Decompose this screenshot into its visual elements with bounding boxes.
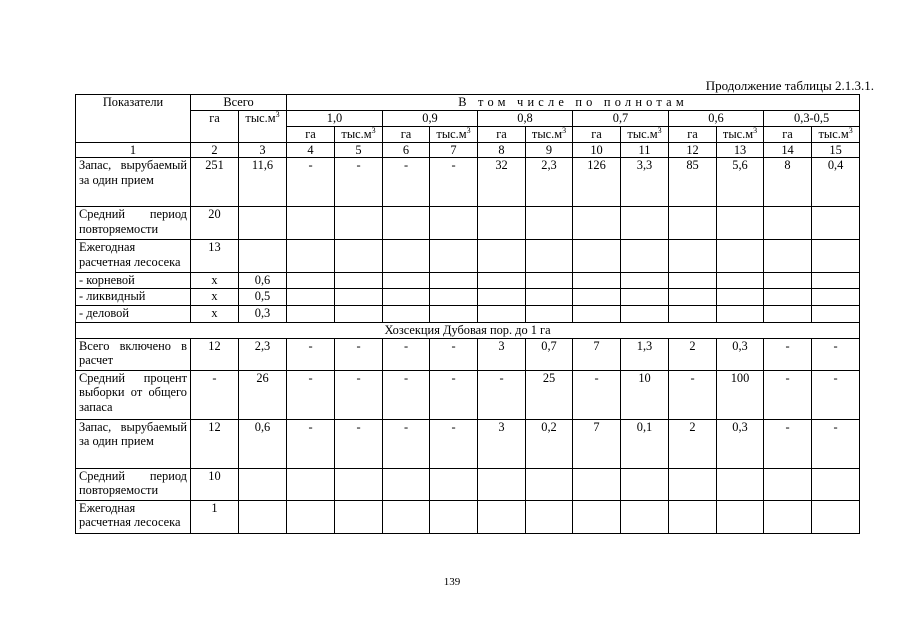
table-cell [287, 240, 335, 273]
header-density-group: 0,7 [573, 110, 669, 126]
table-row [76, 500, 860, 533]
table-cell: - [669, 370, 717, 419]
table-cell [383, 306, 430, 323]
table-caption: Продолжение таблицы 2.1.3.1. [705, 78, 874, 93]
table-cell: 0,1 [621, 419, 669, 468]
table-cell: 3 [478, 419, 526, 468]
table-cell: 2 [669, 419, 717, 468]
table-cell: х [191, 273, 239, 289]
table-cell: 0,3 [717, 419, 764, 468]
row-label: - корневой [76, 273, 191, 289]
table-cell [478, 240, 526, 273]
table-cell [717, 289, 764, 306]
table-cell [478, 468, 526, 500]
table-cell: - [430, 419, 478, 468]
header-unit-ha: га [764, 126, 812, 142]
table-cell [573, 207, 621, 240]
table-row [76, 289, 860, 306]
table-cell [573, 273, 621, 289]
table-cell: 12 [191, 338, 239, 370]
row-label: - деловой [76, 306, 191, 323]
table-row [76, 370, 860, 419]
header-unit-ha: га [287, 126, 335, 142]
table-cell: 2 [669, 338, 717, 370]
table-cell [764, 500, 812, 533]
table-cell [287, 289, 335, 306]
header-total-volume: $тыс.м^3$ [239, 110, 287, 142]
table-cell: 0,5 [239, 289, 287, 306]
table-cell [526, 306, 573, 323]
table-cell: - [383, 158, 430, 207]
table-cell [621, 468, 669, 500]
table-cell [621, 306, 669, 323]
table-cell [526, 468, 573, 500]
table-cell [717, 273, 764, 289]
table-cell [478, 306, 526, 323]
table-row [76, 419, 860, 468]
column-number: 4 [287, 142, 335, 158]
table-cell: - [764, 370, 812, 419]
column-number: 14 [764, 142, 812, 158]
table-cell [812, 468, 860, 500]
density-table [75, 94, 860, 534]
table-cell [383, 207, 430, 240]
column-number: 2 [191, 142, 239, 158]
table-cell: - [335, 419, 383, 468]
table-cell: х [191, 306, 239, 323]
table-cell [335, 240, 383, 273]
column-number: 13 [717, 142, 764, 158]
table-cell: - [335, 370, 383, 419]
header-unit-volume: $тыс.м^3$ [526, 126, 573, 142]
table-cell [717, 207, 764, 240]
table-cell: 10 [191, 468, 239, 500]
column-number: 10 [573, 142, 621, 158]
table-cell [287, 306, 335, 323]
table-cell [573, 240, 621, 273]
table-cell: 1 [191, 500, 239, 533]
table-cell [335, 273, 383, 289]
table-cell [526, 289, 573, 306]
table-cell: - [430, 158, 478, 207]
table-cell: 2,3 [239, 338, 287, 370]
table-row [76, 240, 860, 273]
table-cell [621, 273, 669, 289]
table-cell [239, 240, 287, 273]
row-label: Средний процент выборки от общего запаса [76, 370, 191, 419]
column-number: 8 [478, 142, 526, 158]
row-label: - ликвидный [76, 289, 191, 306]
table-cell [812, 306, 860, 323]
table-cell [239, 468, 287, 500]
column-number: 3 [239, 142, 287, 158]
table-cell [621, 207, 669, 240]
header-density-group: 0,8 [478, 110, 573, 126]
column-number: 6 [383, 142, 430, 158]
table-cell: 3 [478, 338, 526, 370]
table-cell: 26 [239, 370, 287, 419]
table-cell [478, 273, 526, 289]
table-cell [335, 207, 383, 240]
table-cell: - [335, 158, 383, 207]
table-cell [669, 306, 717, 323]
table-cell [287, 207, 335, 240]
table-cell [526, 273, 573, 289]
table-cell [335, 468, 383, 500]
table-cell: 7 [573, 419, 621, 468]
table-cell: - [287, 158, 335, 207]
table-cell: 126 [573, 158, 621, 207]
table-cell [430, 273, 478, 289]
table-cell: - [812, 370, 860, 419]
table-cell: - [287, 419, 335, 468]
header-unit-volume: $тыс.м^3$ [621, 126, 669, 142]
table-row [76, 306, 860, 323]
table-row [76, 468, 860, 500]
table-cell [812, 240, 860, 273]
row-label: Ежегодная расчетная лесосека [76, 500, 191, 533]
column-number: 7 [430, 142, 478, 158]
table-cell [764, 468, 812, 500]
header-unit-ha: га [573, 126, 621, 142]
table-cell [239, 207, 287, 240]
table-cell: 100 [717, 370, 764, 419]
table-cell [573, 500, 621, 533]
header-indicators: Показатели [76, 95, 191, 143]
table-row [76, 207, 860, 240]
table-cell: 3,3 [621, 158, 669, 207]
table-cell: 1,3 [621, 338, 669, 370]
table-row [76, 338, 860, 370]
table-cell: 5,6 [717, 158, 764, 207]
table-cell [621, 289, 669, 306]
page-number: 139 [443, 576, 461, 588]
table-cell: 0,3 [239, 306, 287, 323]
table-cell: - [430, 338, 478, 370]
table-cell: 11,6 [239, 158, 287, 207]
table-cell [573, 468, 621, 500]
table-cell: 25 [526, 370, 573, 419]
table-cell [430, 500, 478, 533]
table-cell [621, 240, 669, 273]
header-density-group: 0,9 [383, 110, 478, 126]
header-unit-ha: га [478, 126, 526, 142]
table-cell: 0,6 [239, 419, 287, 468]
table-cell [478, 500, 526, 533]
table-cell [430, 207, 478, 240]
row-label: Ежегодная расчетная лесосека [76, 240, 191, 273]
table-cell [526, 500, 573, 533]
row-label: Средний период повторяемости [76, 207, 191, 240]
table-cell: 2,3 [526, 158, 573, 207]
table-cell: - [812, 338, 860, 370]
table-cell: 10 [621, 370, 669, 419]
table-cell [669, 289, 717, 306]
table-cell: - [191, 370, 239, 419]
table-cell [621, 500, 669, 533]
header-unit-ha: га [383, 126, 430, 142]
table-cell [764, 273, 812, 289]
table-cell [287, 468, 335, 500]
table-cell [383, 468, 430, 500]
table-cell: - [573, 370, 621, 419]
table-cell: 85 [669, 158, 717, 207]
column-number: 11 [621, 142, 669, 158]
table-cell [383, 289, 430, 306]
table-cell [335, 306, 383, 323]
header-unit-volume: $тыс.м^3$ [335, 126, 383, 142]
table-cell [335, 500, 383, 533]
table-cell: - [764, 419, 812, 468]
row-label: Всего включено в расчет [76, 338, 191, 370]
table-cell [573, 289, 621, 306]
header-by-density: В том числе по полнотам [287, 95, 860, 111]
table-cell [430, 306, 478, 323]
row-label: Средний период повторяемости [76, 468, 191, 500]
table-cell [526, 240, 573, 273]
table-cell [669, 240, 717, 273]
table-cell [669, 468, 717, 500]
header-density-group: 0,6 [669, 110, 764, 126]
table-cell: 0,2 [526, 419, 573, 468]
table-cell [383, 500, 430, 533]
header-density-group: 0,3-0,5 [764, 110, 860, 126]
table-cell: 7 [573, 338, 621, 370]
header-total-ha: га [191, 110, 239, 142]
table-cell [764, 306, 812, 323]
table-cell [287, 273, 335, 289]
column-number: 1 [76, 142, 191, 158]
column-number: 12 [669, 142, 717, 158]
column-number: 9 [526, 142, 573, 158]
table-cell [717, 468, 764, 500]
table-cell: 0,3 [717, 338, 764, 370]
table-cell [669, 500, 717, 533]
table-cell [812, 500, 860, 533]
table-cell [478, 289, 526, 306]
table-cell: - [335, 338, 383, 370]
table-cell [812, 289, 860, 306]
table-cell: - [287, 338, 335, 370]
table-cell [430, 240, 478, 273]
table-cell: 12 [191, 419, 239, 468]
header-density-group: 1,0 [287, 110, 383, 126]
table-cell: - [383, 370, 430, 419]
column-number: 5 [335, 142, 383, 158]
table-cell: - [764, 338, 812, 370]
row-label: Запас, вырубаемый за один прием [76, 419, 191, 468]
table-cell: 32 [478, 158, 526, 207]
table-cell [717, 240, 764, 273]
header-unit-volume: $тыс.м^3$ [430, 126, 478, 142]
table-cell: 0,4 [812, 158, 860, 207]
table-cell [478, 207, 526, 240]
header-unit-volume: $тыс.м^3$ [717, 126, 764, 142]
table-cell [430, 289, 478, 306]
table-cell [812, 207, 860, 240]
table-cell: х [191, 289, 239, 306]
table-cell: - [478, 370, 526, 419]
table-cell: - [287, 370, 335, 419]
column-number: 15 [812, 142, 860, 158]
table-cell: 0,6 [239, 273, 287, 289]
table-cell [239, 500, 287, 533]
table-cell [717, 500, 764, 533]
table-cell: 251 [191, 158, 239, 207]
table-cell [669, 207, 717, 240]
table-cell [335, 289, 383, 306]
header-total: Всего [191, 95, 287, 111]
table-cell [812, 273, 860, 289]
table-cell [764, 207, 812, 240]
table-cell [287, 500, 335, 533]
section-title: Хозсекция Дубовая пор. до 1 га [76, 323, 860, 339]
table-cell [383, 273, 430, 289]
table-cell [669, 273, 717, 289]
header-unit-ha: га [669, 126, 717, 142]
table-cell [383, 240, 430, 273]
table-cell [526, 207, 573, 240]
row-label: Запас, вырубаемый за один прием [76, 158, 191, 207]
table-cell: - [383, 338, 430, 370]
table-row [76, 158, 860, 207]
table-cell [764, 240, 812, 273]
table-cell: 8 [764, 158, 812, 207]
table-cell [717, 306, 764, 323]
table-cell: - [383, 419, 430, 468]
table-cell: - [430, 370, 478, 419]
table-cell: 13 [191, 240, 239, 273]
table-cell: 20 [191, 207, 239, 240]
table-cell [764, 289, 812, 306]
table-cell: 0,7 [526, 338, 573, 370]
table-row [76, 273, 860, 289]
table-cell [430, 468, 478, 500]
table-cell: - [812, 419, 860, 468]
header-unit-volume: $тыс.м^3$ [812, 126, 860, 142]
table-cell [573, 306, 621, 323]
